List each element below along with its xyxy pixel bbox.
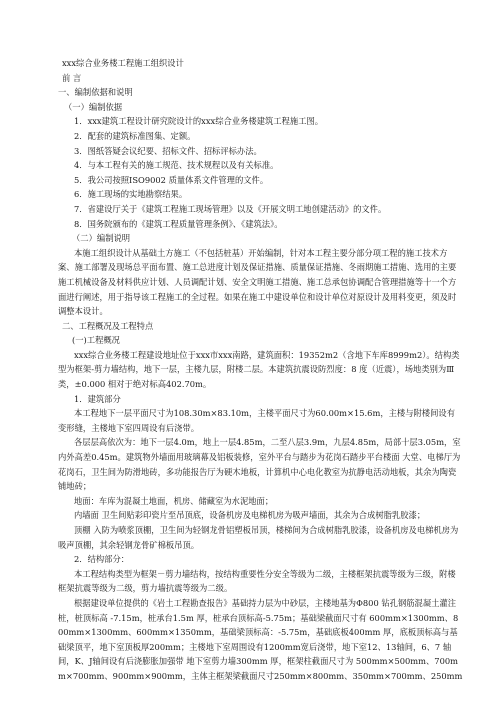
architecture-heading: 1．建筑部分 bbox=[74, 393, 121, 404]
subsection-heading-overview: (一)工程概况 bbox=[72, 335, 120, 346]
floor-finish-line: 地面：车库为混凝土地面，机房、储藏室为水泥地面； bbox=[74, 495, 274, 506]
document-body bbox=[58, 56, 463, 684]
basis-item: 2．配套的建筑标准图集、定额。 bbox=[74, 130, 196, 141]
document-title: xxx综合业务楼工程施工组织设计 bbox=[62, 58, 184, 68]
architecture-paragraph: 本工程地下一层平面尺寸为108.30m×83.10m，主楼平面尺寸为60.00m×15.6m，主楼与附楼间设有变形缝，主楼地下室四周设有后浇带。 bbox=[58, 408, 455, 433]
preface-heading: 前 言 bbox=[62, 72, 82, 83]
basis-item: 4．与本工程有关的施工规范、技术规程以及有关标准。 bbox=[74, 160, 279, 171]
basis-item: 5．我公司按照ISO9002 质量体系文件管理的文件。 bbox=[74, 174, 269, 185]
wall-finish-line: 内墙面 卫生间贴彩印瓷片至吊顶底，设备机房及电梯机房为吸声墙面，其余为合成树脂乳胶漆； bbox=[74, 510, 426, 521]
basis-item: 7．省建设厅关于《建筑工程施工现场管理》以及《开展文明工地创建活动》的文件。 bbox=[74, 203, 387, 214]
explanation-paragraph: 本施工组织设计从基础土方施工（不包括桩基）开始编制，针对本工程主要分部分项工程的施工技术方案、施工部署及现场总平面布置、施工总进度计划及保证措施、质量保证措施、冬雨期施工措施、选用的主要施工机械设备及材料供应计划、人员调配计划、安全文明施工措施、施工总承包协调配合管理措施等十一个方面进行阐述，用于指导该工程施工的全过程。如果在施工中建设单位和设计单位对原设计及用料变更，须及时调整本设计。 bbox=[58, 247, 457, 317]
overview-paragraph: xxx综合业务楼工程建设地址位于xxx市xxx南路，建筑面积：19352m2（含地下车库8999m2）。结构类型为框架-剪力墙结构，地下一层，主楼九层，附楼二层。本建筑抗震设防烈度：8 度（近震），场地类别为Ⅲ类，±0.000 相对于绝对标高402.70m。 bbox=[58, 349, 460, 390]
basis-item: 3．图纸答疑会议纪要、招标文件、招标评标办法。 bbox=[74, 145, 262, 156]
subsection-heading-explanation: （二）编制说明 bbox=[72, 233, 131, 244]
architecture-paragraph: 各层层高依次为：地下一层4.0m，地上一层4.85m，二至八层3.9m，九层4.85m，局部十层3.05m，室内外高差0.45m。建筑物外墙面用玻璃幕及铝板装修，室外平台与踏步为花岗石踏步平台楼面 大堂、电梯厅为花岗石，卫生间为防滑地砖，多功能报告厅为硬木地板，计算机中心电化教室为抗静电活动地板，其余为陶瓷铺地砖； bbox=[58, 437, 461, 492]
subsection-heading-basis: （一）编制依据 bbox=[64, 101, 123, 112]
structure-paragraph: 根据建设单位提供的《岩土工程勘查报告》基础持力层为中砂层，主楼地基为Φ800 钻孔钢筋混凝土灌注桩，桩顶标高 -7.15m，桩承台1.5m 厚，桩承台顶标高-5.75m；基础梁截面尺寸有 600mm×1300mm、800mm×1300mm、600mm×1350mm，基础梁顶标高：-5.75m，基础底板400mm 厚，底板顶标高与基础梁顶平，地下室顶板厚200mm；主楼地下室周围设有1200mm宽后浇带，地下室12、13轴间，6、7 轴间，K、J轴间设有后浇膨胀加强带 地下室剪力墙300mm 厚，框架柱截面尺寸为 500mm×500mm、700mm×700mm、900mm×900mm，主体主框架梁截面尺寸250mm×800mm、350mm×700mm、250mm bbox=[58, 597, 463, 681]
structure-paragraph: 本工程结构类型为框架－剪力墙结构，按结构重要性分安全等级为二级，主楼框架抗震等级为三级，附楼框架抗震等级为二级，剪力墙抗震等级为二级。 bbox=[58, 568, 456, 594]
section-heading-overview: 二、工程概况及工程特点 bbox=[62, 320, 154, 331]
structure-heading: 2．结构部分： bbox=[74, 554, 130, 565]
ceiling-finish-line: 顶棚 入防为喷浆顶棚，卫生间为轻钢龙骨铝塑板吊顶，楼梯间为合成树脂乳胶漆，设备机房及电梯机房为吸声顶棚，其余轻钢龙骨矿棉板吊顶。 bbox=[58, 525, 459, 550]
basis-item: 8．国务院颁布的《建筑工程质量管理条例》、《建筑法》。 bbox=[74, 218, 283, 229]
basis-item: 6．施工现场的实地勘察结果。 bbox=[74, 189, 188, 200]
basis-item: 1．xxx建筑工程设计研究院设计的xxx综合业务楼建筑工程施工图。 bbox=[74, 116, 324, 127]
section-heading-basis: 一、编制依据和说明 bbox=[58, 87, 133, 98]
